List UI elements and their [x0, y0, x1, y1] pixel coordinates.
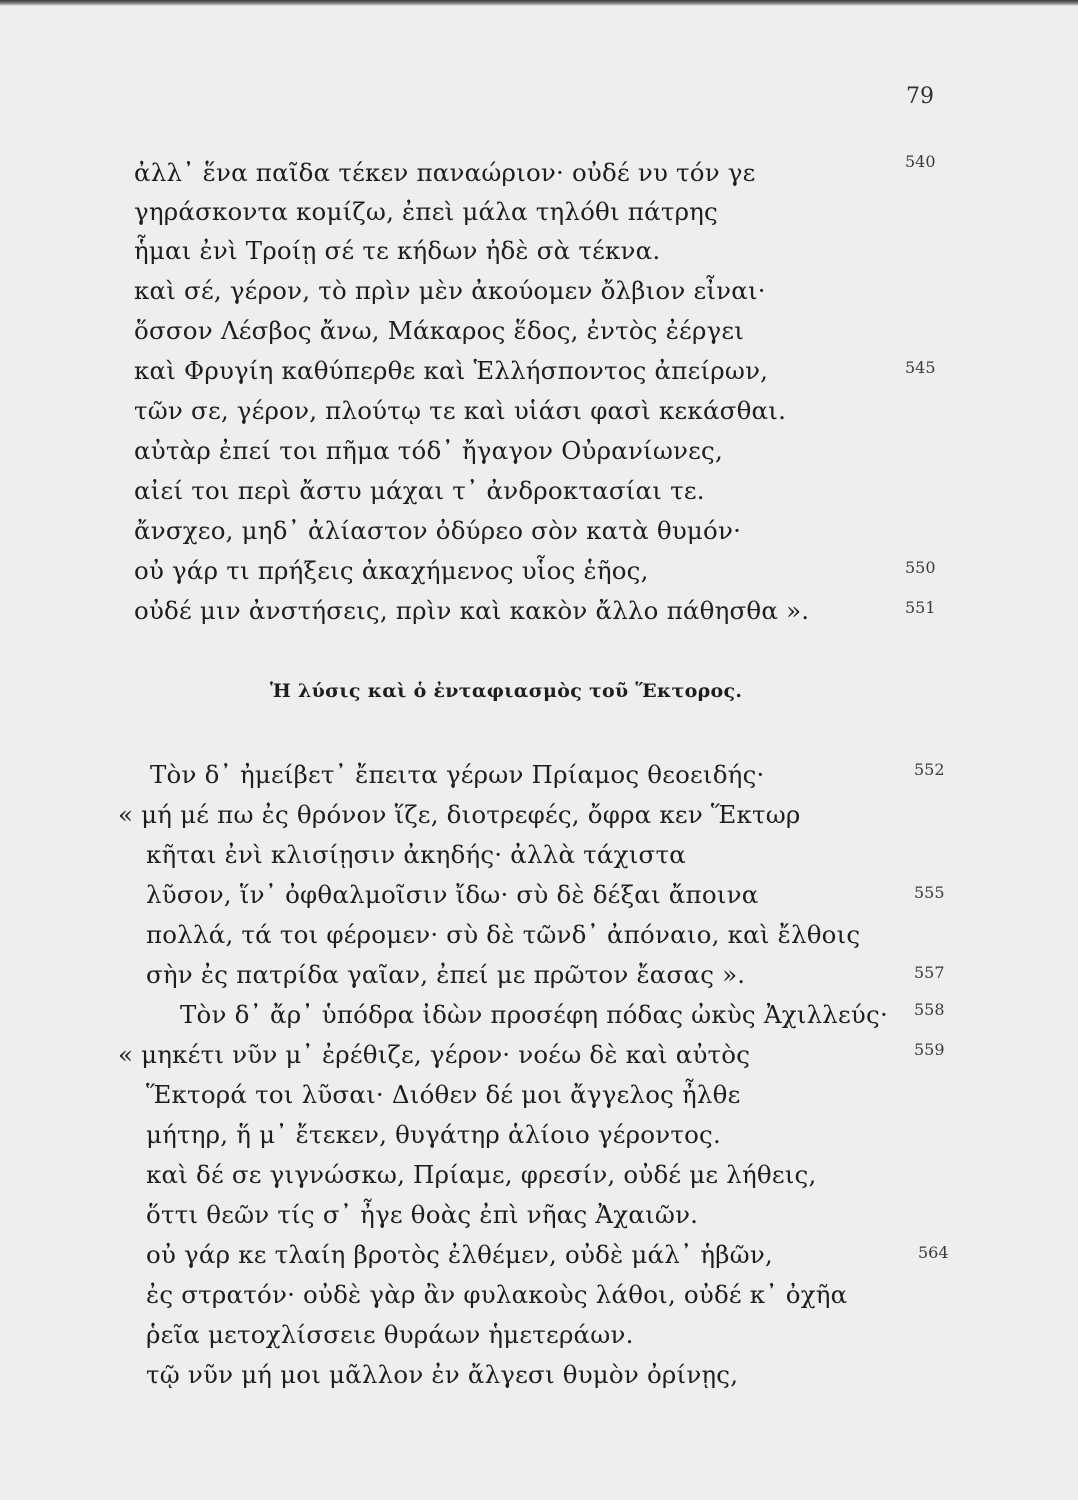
- verse-line: ἐς στρατόν· οὐδὲ γὰρ ἂν φυλακοὺς λάθοι, οὐδέ κ᾽ ὀχῆα: [146, 1280, 848, 1309]
- verse-line: γηράσκοντα κομίζω, ἐπεὶ μάλα τηλόθι πάτρης: [134, 197, 718, 226]
- line-number: 552: [914, 760, 945, 779]
- verse-line: « μηκέτι νῦν μ᾽ ἐρέθιζε, γέρον· νοέω δὲ καὶ αὐτὸς: [118, 1040, 751, 1069]
- verse-line: αὐτὰρ ἐπεί τοι πῆμα τόδ᾽ ἤγαγον Οὐρανίωνες,: [134, 436, 723, 465]
- line-number: 545: [905, 358, 936, 377]
- verse-line: μήτηρ, ἥ μ᾽ ἔτεκεν, θυγάτηρ ἁλίοιο γέροντος.: [146, 1120, 721, 1149]
- line-number: 540: [905, 152, 936, 171]
- verse-line: οὐ γάρ τι πρήξεις ἀκαχήμενος υἷος ἑῆος,: [134, 556, 649, 585]
- section-heading: Ἡ λύσις καὶ ὁ ἐνταφιασμὸς τοῦ Ἕκτορος.: [270, 680, 743, 702]
- line-number: 550: [905, 558, 936, 577]
- line-number: 557: [914, 963, 945, 982]
- verse-line: καὶ δέ σε γιγνώσκω, Πρίαμε, φρεσίν, οὐδέ με λήθεις,: [146, 1160, 817, 1189]
- verse-line: Τὸν δ᾽ ἄρ᾽ ὑπόδρα ἰδὼν προσέφη πόδας ὠκὺς Ἀχιλλεύς·: [180, 1000, 888, 1029]
- line-number: 558: [914, 1000, 945, 1019]
- verse-line: Τὸν δ᾽ ἠμείβετ᾽ ἔπειτα γέρων Πρίαμος θεοειδής·: [150, 760, 765, 789]
- verse-line: καὶ Φρυγίη καθύπερθε καὶ Ἑλλήσποντος ἀπείρων,: [134, 356, 769, 385]
- verse-line: τῷ νῦν μή μοι μᾶλλον ἐν ἄλγεσι θυμὸν ὀρίνῃς,: [146, 1360, 739, 1389]
- verse-line: ἧμαι ἐνὶ Τροίῃ σέ τε κήδων ἠδὲ σὰ τέκνα.: [134, 236, 661, 265]
- verse-line: οὐδέ μιν ἀνστήσεις, πρὶν καὶ κακὸν ἄλλο πάθησθα ».: [134, 596, 810, 625]
- verse-line: ἀλλ᾽ ἕνα παῖδα τέκεν παναώριον· οὐδέ νυ τόν γε: [134, 158, 756, 187]
- verse-line: Ἕκτορά τοι λῦσαι· Διόθεν δέ μοι ἄγγελος ἦλθε: [146, 1080, 741, 1109]
- line-number: 564: [918, 1243, 949, 1262]
- verse-line: αἰεί τοι περὶ ἄστυ μάχαι τ᾽ ἀνδροκτασίαι τε.: [134, 476, 705, 505]
- line-number: 551: [905, 598, 936, 617]
- verse-line: ὅσσον Λέσβος ἄνω, Μάκαρος ἕδος, ἐντὸς ἐέργει: [134, 316, 745, 345]
- verse-line: πολλά, τά τοι φέρομεν· σὺ δὲ τῶνδ᾽ ἀπόναιο, καὶ ἔλθοις: [146, 920, 861, 949]
- verse-line: ῥεῖα μετοχλίσσειε θυράων ἡμετεράων.: [146, 1320, 634, 1349]
- page-top-edge: [0, 0, 1078, 6]
- verse-line: λῦσον, ἵν᾽ ὀφθαλμοῖσιν ἴδω· σὺ δὲ δέξαι ἄποινα: [146, 880, 759, 909]
- line-number: 559: [914, 1040, 945, 1059]
- verse-line: ἄνσχεο, μηδ᾽ ἀλίαστον ὀδύρεο σὸν κατὰ θυμόν·: [134, 516, 742, 545]
- verse-line: ὅττι θεῶν τίς σ᾽ ἦγε θοὰς ἐπὶ νῆας Ἀχαιῶν.: [146, 1200, 699, 1229]
- line-number: 555: [914, 883, 945, 902]
- verse-line: οὐ γάρ κε τλαίη βροτὸς ἐλθέμεν, οὐδὲ μάλ᾽ ἡβῶν,: [146, 1240, 773, 1269]
- verse-line: κῆται ἐνὶ κλισίῃσιν ἀκηδής· ἀλλὰ τάχιστα: [146, 840, 686, 869]
- verse-line: σὴν ἐς πατρίδα γαῖαν, ἐπεί με πρῶτον ἔασας ».: [146, 960, 746, 989]
- verse-line: καὶ σέ, γέρον, τὸ πρὶν μὲν ἀκούομεν ὄλβιον εἶναι·: [134, 276, 766, 305]
- verse-line: τῶν σε, γέρον, πλούτῳ τε καὶ υἱάσι φασὶ κεκάσθαι.: [134, 396, 787, 425]
- verse-line: « μή μέ πω ἐς θρόνον ἵζε, διοτρεφές, ὄφρα κεν Ἕκτωρ: [118, 800, 801, 829]
- page-number: 79: [906, 84, 934, 109]
